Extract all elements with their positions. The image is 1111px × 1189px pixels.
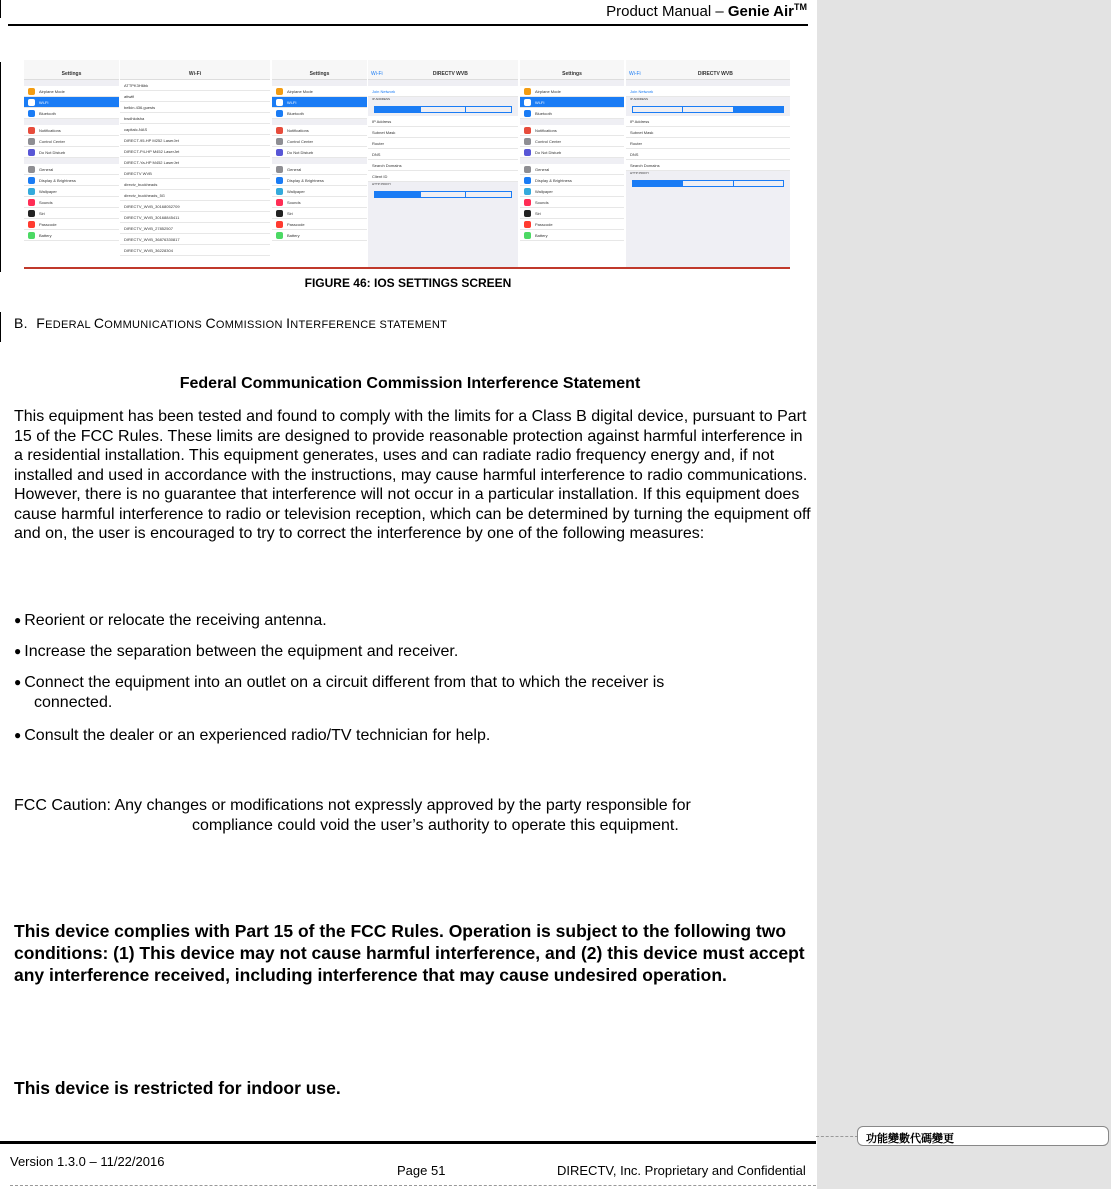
settings-row: General	[272, 164, 367, 175]
settings-row: Airplane Mode	[24, 86, 119, 97]
fcc-statement-paragraph: This equipment has been tested and found to comply with the limits for a Class B digital device, pursuant to Part 15 of the FCC Rules. These limits are designed to provide reasonable protection against harmful interference in a residential installation. This equipment generates, uses and can radiate radio frequency energy and, if not installed and used in accordance with the instructions, may cause harmful interference to radio communications. However, there is no guarantee that interference will not occur in a particular installation. If this equipment does cause harmful interference to radio or television reception, which can be determined by turning the equipment off and on, the user is encouraged to try to correct the interference by one of the following measures:	[14, 408, 811, 542]
screen1-settings-pane	[24, 60, 119, 268]
battery-icon	[28, 232, 35, 239]
brightness-icon	[524, 177, 531, 184]
airplane-icon	[276, 88, 283, 95]
network-row: DIRECTV WVB	[120, 168, 270, 179]
pane-title: Wi-Fi	[120, 68, 270, 80]
network-row: directv_buckheads_5G	[120, 190, 270, 201]
gear-icon	[276, 166, 283, 173]
siri-icon	[276, 210, 283, 217]
settings-row: Passcode	[520, 219, 624, 230]
settings-row: Sounds	[520, 197, 624, 208]
gear-icon	[28, 166, 35, 173]
settings-row: Passcode	[24, 219, 119, 230]
detail-row: Search Domains	[626, 160, 790, 171]
network-row: DIRECTV_WVB_36876330817	[120, 234, 270, 245]
screen3-settings-pane	[520, 60, 624, 268]
settings-row: Battery	[520, 230, 624, 241]
control-center-icon	[28, 138, 35, 145]
ios-settings-figure	[24, 60, 790, 268]
screen2-settings-pane	[272, 60, 367, 268]
moon-icon	[524, 149, 531, 156]
settings-row: Wi-Fi	[24, 97, 119, 108]
footer-proprietary: DIRECTV, Inc. Proprietary and Confidential	[557, 1163, 806, 1178]
network-row: bwdhkdsha	[120, 113, 270, 124]
section-label: HTTP PROXY	[368, 182, 518, 188]
pane-title: Settings	[24, 68, 119, 80]
footer-dashed-line	[10, 1185, 816, 1186]
sounds-icon	[524, 199, 531, 206]
detail-row: Subnet Mask	[626, 127, 790, 138]
fcc-statement-title: Federal Communication Commission Interference Statement	[179, 375, 641, 392]
network-row: DIRECT-P4-HP M452 LaserJet	[120, 146, 270, 157]
screen3-detail-pane	[626, 60, 790, 268]
control-center-icon	[524, 138, 531, 145]
page-header-title: Product Manual – Genie Air™	[606, 2, 807, 20]
settings-row: Notifications	[520, 125, 624, 136]
sounds-icon	[28, 199, 35, 206]
figure-caption: FIGURE 46: IOS SETTINGS SCREEN	[304, 276, 512, 290]
section-label: HTTP PROXY	[626, 171, 790, 177]
sounds-icon	[276, 199, 283, 206]
moon-icon	[28, 149, 35, 156]
detail-row: Search Domains	[368, 160, 518, 171]
passcode-icon	[28, 221, 35, 228]
settings-row: Battery	[272, 230, 367, 241]
detail-row: DNS	[368, 149, 518, 160]
comment-margin	[817, 0, 1111, 1189]
airplane-icon	[28, 88, 35, 95]
wallpaper-icon	[524, 188, 531, 195]
notifications-icon	[276, 127, 283, 134]
detail-row: DNS	[626, 149, 790, 160]
pane-title: Settings	[272, 68, 367, 80]
section-heading: B. FEDERAL COMMUNICATIONS COMMISSION INTERFERENCE STATEMENT	[14, 315, 448, 331]
network-row: DIRECTV_WVB_30168845411	[120, 212, 270, 223]
wifi-icon	[524, 99, 531, 106]
settings-row: Display & Brightness	[520, 175, 624, 186]
settings-row: Do Not Disturb	[520, 147, 624, 158]
network-row: DIRECT-95-HP M252 LaserJet	[120, 135, 270, 146]
network-row: DIRECTV_WVB_27852507	[120, 223, 270, 234]
network-row: capitalc-NAS	[120, 124, 270, 135]
settings-row: Siri	[520, 208, 624, 219]
footer-version: Version 1.3.0 – 11/22/2016	[10, 1154, 165, 1169]
passcode-icon	[276, 221, 283, 228]
bullet-item: ● Increase the separation between the equipment and receiver.	[14, 643, 459, 660]
settings-row: General	[24, 164, 119, 175]
siri-icon	[28, 210, 35, 217]
section-label: IP ADDRESS	[626, 97, 790, 103]
wallpaper-icon	[28, 188, 35, 195]
change-bar	[0, 62, 1, 272]
wifi-icon	[28, 99, 35, 106]
gear-icon	[524, 166, 531, 173]
section-label: IP ADDRESS	[368, 97, 518, 103]
settings-row: Wi-Fi	[272, 97, 367, 108]
battery-icon	[524, 232, 531, 239]
notifications-icon	[524, 127, 531, 134]
tracked-change-balloon[interactable]: 功能變數代碼變更	[857, 1126, 1109, 1146]
part15-compliance-statement: This device complies with Part 15 of the FCC Rules. Operation is subject to the following two conditions: (1) This device may not cause harmful interference, and (2) this device must accept any interference received, including interference that may cause undesired operation.	[14, 921, 805, 985]
wifi-icon	[276, 99, 283, 106]
settings-row: Battery	[24, 230, 119, 241]
settings-row: Do Not Disturb	[24, 147, 119, 158]
battery-icon	[276, 232, 283, 239]
detail-row: Subnet Mask	[368, 127, 518, 138]
segmented-control	[374, 191, 512, 198]
notifications-icon	[28, 127, 35, 134]
settings-row: Notifications	[24, 125, 119, 136]
settings-row: Bluetooth	[24, 108, 119, 119]
pane-title: Settings	[520, 68, 624, 80]
network-row: directv_buckheads	[120, 179, 270, 190]
pane-title: Wi-Fi DIRECTV WVB	[626, 68, 790, 80]
segmented-control	[632, 180, 784, 187]
settings-row: Sounds	[272, 197, 367, 208]
settings-row: Passcode	[272, 219, 367, 230]
network-row: belkin.436.guests	[120, 102, 270, 113]
settings-row: Notifications	[272, 125, 367, 136]
footer-rule	[0, 1141, 816, 1144]
settings-row: Control Center	[24, 136, 119, 147]
airplane-icon	[524, 88, 531, 95]
segmented-control	[632, 106, 784, 113]
pane-title: Wi-Fi DIRECTV WVB	[368, 68, 518, 80]
settings-row: Wallpaper	[520, 186, 624, 197]
network-row: DIRECT-Ya-HP M452 LaserJet	[120, 157, 270, 168]
detail-row: Router	[368, 138, 518, 149]
bluetooth-icon	[276, 110, 283, 117]
control-center-icon	[276, 138, 283, 145]
brightness-icon	[276, 177, 283, 184]
settings-row: Bluetooth	[520, 108, 624, 119]
bullet-item: ● Connect the equipment into an outlet on a circuit different from that to which the receiver is connected.	[14, 674, 665, 711]
detail-row: IP Address	[368, 116, 518, 127]
detail-row: IP Address	[626, 116, 790, 127]
footer-page-number: Page 51	[397, 1163, 446, 1178]
change-bar	[0, 312, 1, 342]
settings-row: General	[520, 164, 624, 175]
fcc-caution: FCC Caution: Any changes or modifications not expressly approved by the party responsible for compliance could void the user’s authority to operate this equipment.	[14, 797, 691, 834]
settings-row: Siri	[272, 208, 367, 219]
network-row: DIRECTV_WVB_36228304	[120, 245, 270, 256]
moon-icon	[276, 149, 283, 156]
detail-row: Join Network	[626, 86, 790, 97]
segmented-control	[374, 106, 512, 113]
settings-row: Wallpaper	[24, 186, 119, 197]
screen2-detail-pane	[368, 60, 518, 268]
settings-row: Control Center	[520, 136, 624, 147]
settings-row: Siri	[24, 208, 119, 219]
settings-row: Bluetooth	[272, 108, 367, 119]
brightness-icon	[28, 177, 35, 184]
change-bar	[0, 0, 1, 18]
network-row: DIRECTV_WVB_30168052709	[120, 201, 270, 212]
bullet-item: ● Consult the dealer or an experienced radio/TV technician for help.	[14, 727, 491, 744]
bullet-item: ● Reorient or relocate the receiving antenna.	[14, 612, 327, 629]
network-row: ATTPK3H6bk	[120, 80, 270, 91]
comment-connector	[816, 1136, 858, 1137]
settings-row: Sounds	[24, 197, 119, 208]
bluetooth-icon	[524, 110, 531, 117]
settings-row: Control Center	[272, 136, 367, 147]
settings-row: Do Not Disturb	[272, 147, 367, 158]
detail-row: Router	[626, 138, 790, 149]
siri-icon	[524, 210, 531, 217]
wallpaper-icon	[276, 188, 283, 195]
settings-row: Airplane Mode	[520, 86, 624, 97]
network-row: attwifi	[120, 91, 270, 102]
screen1-wifi-pane	[120, 60, 270, 268]
header-rule	[8, 24, 808, 26]
settings-row: Display & Brightness	[24, 175, 119, 186]
bluetooth-icon	[28, 110, 35, 117]
detail-row: Client ID	[368, 171, 518, 182]
settings-row: Airplane Mode	[272, 86, 367, 97]
figure-rule	[24, 267, 790, 269]
settings-row: Wallpaper	[272, 186, 367, 197]
indoor-use-statement: This device is restricted for indoor use.	[14, 1078, 341, 1098]
settings-row: Wi-Fi	[520, 97, 624, 108]
detail-row: Join Network	[368, 86, 518, 97]
passcode-icon	[524, 221, 531, 228]
settings-row: Display & Brightness	[272, 175, 367, 186]
